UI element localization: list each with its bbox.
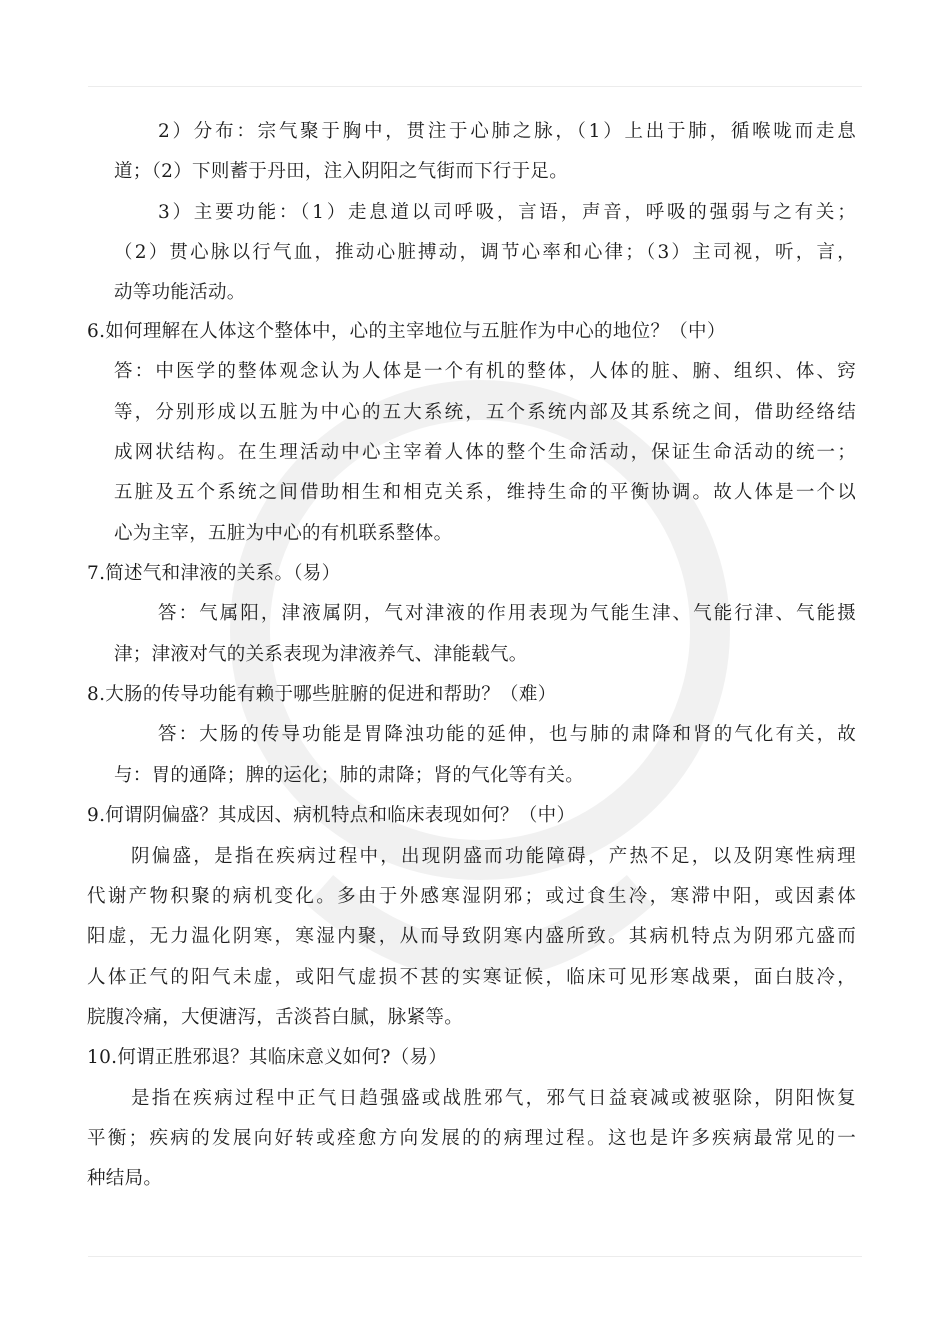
question-heading: 9.何谓阴偏盛？其成因、病机特点和临床表现如何？（中）	[87, 805, 576, 826]
answer-line: 五脏及五个系统之间借助相生和相克关系，维持生命的平衡协调。故人体是一个以	[114, 482, 856, 503]
answer-line: 阴偏盛，是指在疾病过程中，出现阴盛而功能障碍，产热不足，以及阴寒性病理	[131, 846, 856, 867]
text-line: 动等功能活动。	[114, 282, 246, 303]
answer-line: 是指在疾病过程中正气日趋强盛或战胜邪气，邪气日益衰减或被驱除，阴阳恢复	[131, 1088, 856, 1109]
answer-line: 答：大肠的传导功能是胃降浊功能的延伸，也与肺的肃降和肾的气化有关，故	[158, 724, 856, 745]
text-line: 2）分布：宗气聚于胸中，贯注于心肺之脉，（1）上出于肺，循喉咙而走息	[158, 121, 856, 142]
answer-line: 心为主宰，五脏为中心的有机联系整体。	[114, 523, 453, 544]
answer-line: 答：中医学的整体观念认为人体是一个有机的整体，人体的脏、腑、组织、体、窍	[114, 361, 856, 382]
answer-line: 等，分别形成以五脏为中心的五大系统，五个系统内部及其系统之间，借助经络结	[114, 402, 856, 423]
text-line: 3）主要功能：（1）走息道以司呼吸，言语，声音，呼吸的强弱与之有关；	[158, 202, 856, 223]
answer-line: 成网状结构。在生理活动中心主宰着人体的整个生命活动，保证生命活动的统一；	[114, 442, 856, 463]
answer-line: 津；津液对气的关系表现为津液养气、津能载气。	[114, 644, 528, 665]
answer-line: 与：胃的通降；脾的运化；肺的肃降；肾的气化等有关。	[114, 765, 585, 786]
question-heading: 6.如何理解在人体这个整体中，心的主宰地位与五脏作为中心的地位？（中）	[87, 321, 726, 342]
answer-line: 代谢产物积聚的病机变化。多由于外感寒湿阴邪；或过食生冷，寒滞中阳，或因素体	[87, 886, 856, 907]
question-heading: 10.何谓正胜邪退？其临床意义如何?（易）	[87, 1047, 448, 1068]
question-heading: 7.简述气和津液的关系。（易）	[87, 563, 341, 584]
header-divider	[88, 86, 862, 87]
question-heading: 8.大肠的传导功能有赖于哪些脏腑的促进和帮助？（难）	[87, 684, 557, 705]
text-line: （2）贯心脉以行气血，推动心脏搏动，调节心率和心律；（3）主司视，听，言，	[114, 242, 856, 263]
text-line: 道；（2）下则蓄于丹田，注入阴阳之气街而下行于足。	[114, 161, 569, 182]
answer-line: 人体正气的阳气未虚，或阳气虚损不甚的实寒证候，临床可见形寒战栗，面白肢冷，	[87, 967, 856, 988]
answer-line: 脘腹冷痛，大便溏泻，舌淡苔白腻，脉紧等。	[87, 1007, 464, 1028]
answer-line: 阳虚，无力温化阴寒，寒湿内聚，从而导致阴寒内盛所致。其病机特点为阴邪亢盛而	[87, 926, 856, 947]
answer-line: 答：气属阳，津液属阴，气对津液的作用表现为气能生津、气能行津、气能摄	[158, 603, 856, 624]
footer-divider	[88, 1256, 862, 1257]
answer-line: 种结局。	[87, 1168, 163, 1189]
answer-line: 平衡；疾病的发展向好转或痊愈方向发展的的病理过程。这也是许多疾病最常见的一	[87, 1128, 856, 1149]
